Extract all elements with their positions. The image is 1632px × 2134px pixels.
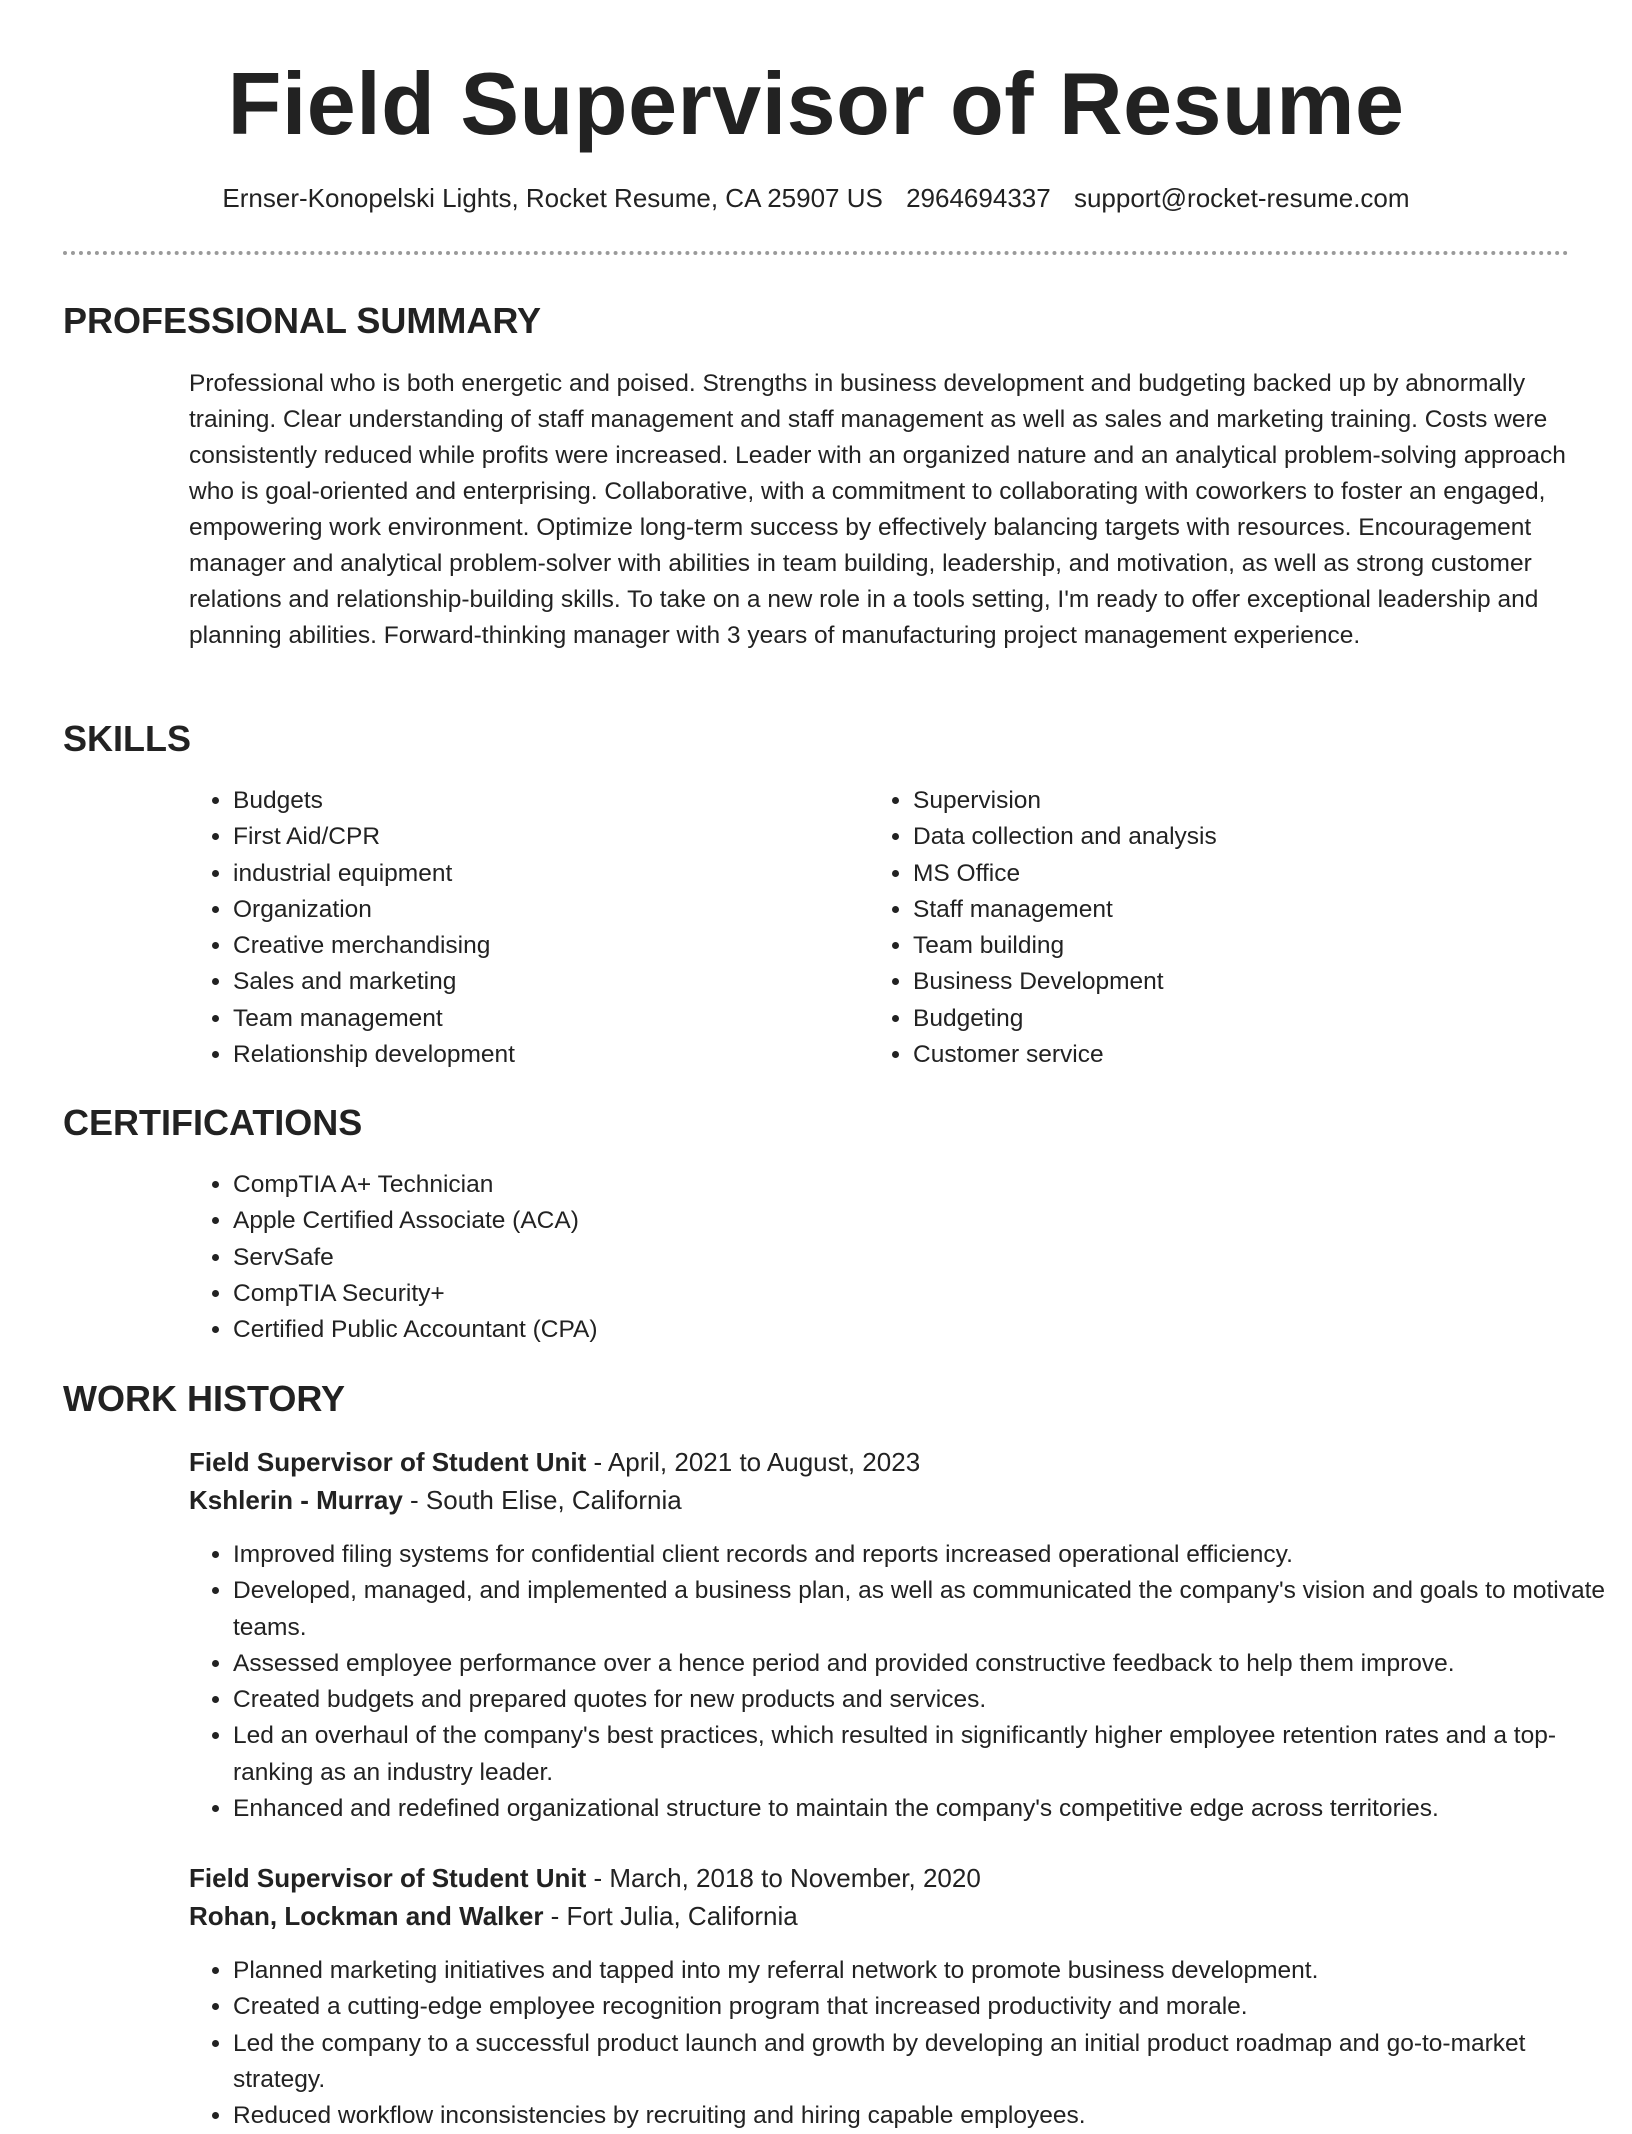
job-company-line — [189, 1897, 798, 1935]
job-bullets — [189, 1953, 1613, 2134]
job-title-line — [189, 1443, 920, 1481]
job-bullet: • Developed, managed, and implemented a business plan, as well as communicated the company's vision and goals to motivate teams. — [233, 1573, 1613, 1646]
skills-list-right — [869, 783, 1513, 1073]
job-title-line — [189, 1859, 981, 1897]
skill-item: • Creative merchandising — [233, 928, 833, 964]
contact-email: support@rocket-resume.com — [1073, 183, 1410, 213]
skill-item: • MS Office — [913, 856, 1513, 892]
skill-item: • Data collection and analysis — [913, 819, 1513, 855]
skill-item: • Budgets — [233, 783, 833, 819]
job-bullets — [189, 1537, 1613, 1827]
contact-address: Ernser-Konopelski Lights, Rocket Resume, CA 25907 US — [222, 183, 883, 213]
skill-item: • Business Development — [913, 964, 1513, 1000]
job-bullet: • Created a cutting-edge employee recognition program that increased productivity and morale. — [233, 1989, 1613, 2025]
skill-item: • Supervision — [913, 783, 1513, 819]
skill-item: • Organization — [233, 892, 833, 928]
job-bullet: • Improved filing systems for confidential client records and reports increased operational efficiency. — [233, 1537, 1613, 1573]
job-bullet: • Reduced workflow inconsistencies by recruiting and hiring capable employees. — [233, 2098, 1613, 2134]
job-dates: - April, 2021 to August, 2023 — [586, 1447, 921, 1477]
job-bullet: • Created budgets and prepared quotes for new products and services. — [233, 1682, 1613, 1718]
summary-heading: PROFESSIONAL SUMMARY — [63, 300, 542, 341]
job-bullet: • Led an overhaul of the company's best practices, which resulted in significantly higher employee retention rates and a top-ranking as an industry leader. — [233, 1718, 1613, 1791]
certifications-heading: CERTIFICATIONS — [63, 1102, 363, 1143]
job-bullet: • Led the company to a successful product launch and growth by developing an initial product roadmap and go-to-market strategy. — [233, 2026, 1613, 2099]
contact-phone: 2964694337 — [906, 183, 1051, 213]
certification-item: • ServSafe — [233, 1240, 1233, 1276]
work-history-heading: WORK HISTORY — [63, 1378, 346, 1419]
skill-item: • Staff management — [913, 892, 1513, 928]
skill-item: • First Aid/CPR — [233, 819, 833, 855]
job-dates: - March, 2018 to November, 2020 — [586, 1863, 981, 1893]
certification-item: • CompTIA Security+ — [233, 1276, 1233, 1312]
certification-item: • CompTIA A+ Technician — [233, 1167, 1233, 1203]
job-bullet: • Assessed employee performance over a hence period and provided constructive feedback to help them improve. — [233, 1646, 1613, 1682]
certification-item: • Apple Certified Associate (ACA) — [233, 1203, 1233, 1239]
job-company-line — [189, 1481, 682, 1519]
resume-name: Field Supervisor of Resume — [227, 54, 1405, 153]
job-title: Field Supervisor of Student Unit — [189, 1447, 587, 1477]
job-bullet: • Enhanced and redefined organizational structure to maintain the company's competitive edge across territories. — [233, 1791, 1613, 1827]
certifications-list — [189, 1167, 1233, 1348]
skill-item: • Relationship development — [233, 1037, 833, 1073]
skill-item: • industrial equipment — [233, 856, 833, 892]
contact-line — [0, 180, 1632, 216]
job-company: Rohan, Lockman and Walker — [189, 1901, 544, 1931]
job-location: - Fort Julia, California — [543, 1901, 798, 1931]
job-bullet: • Planned marketing initiatives and tapped into my referral network to promote business development. — [233, 1953, 1613, 1989]
certification-item: • Certified Public Accountant (CPA) — [233, 1312, 1233, 1348]
job-company: Kshlerin - Murray — [189, 1485, 403, 1515]
job-location: - South Elise, California — [402, 1485, 682, 1515]
job-title: Field Supervisor of Student Unit — [189, 1863, 587, 1893]
skill-item: • Sales and marketing — [233, 964, 833, 1000]
skill-item: • Team management — [233, 1001, 833, 1037]
skill-item: • Budgeting — [913, 1001, 1513, 1037]
summary-text: Professional who is both energetic and poised. Strengths in business development and budgeting backed up by abnormally training. Clear understanding of staff management and staff management as well as sales and marketing training. Costs were consistently reduced while profits were increased. Leader with an organized nature and an analytical problem-solving approach who is goal-oriented and enterprising. Collaborative, with a commitment to collaborating with coworkers to foster an engaged, empowering work environment. Optimize long-term success by effectively balancing targets with resources. Encouragement manager and analytical problem-solver with abilities in team building, leadership, and motivation, as well as strong customer relations and relationship-building skills. To take on a new role in a tools setting, I'm ready to offer exceptional leadership and planning abilities. Forward-thinking manager with 3 years of manufacturing project management experience. — [189, 370, 1566, 649]
skills-heading: SKILLS — [63, 718, 192, 759]
skill-item: • Customer service — [913, 1037, 1513, 1073]
skills-list-left — [189, 783, 833, 1073]
header-divider — [63, 251, 1569, 255]
skill-item: • Team building — [913, 928, 1513, 964]
